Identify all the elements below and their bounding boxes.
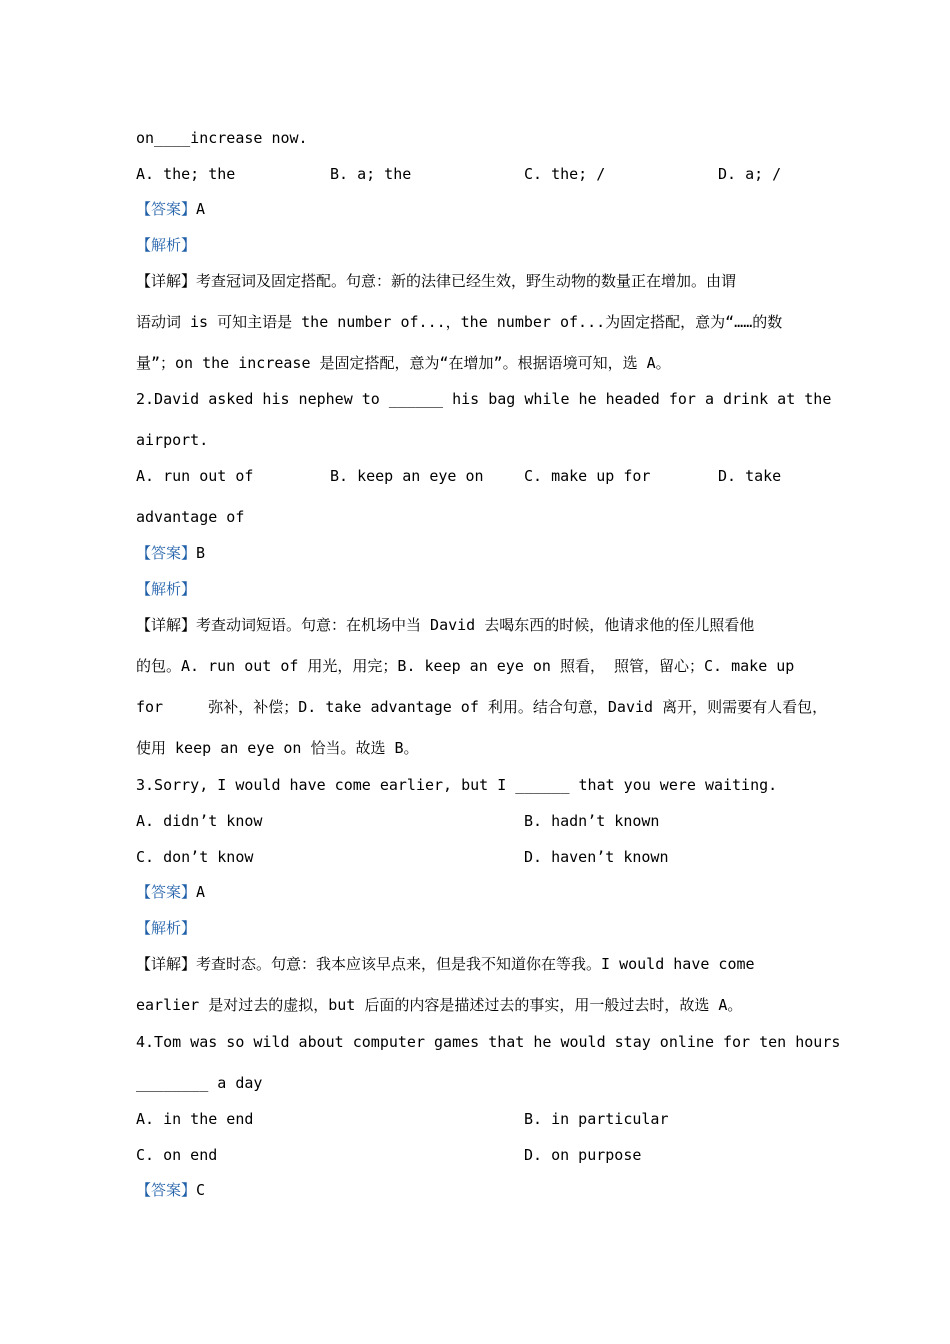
q4-answer-value: C [196,1181,206,1199]
q3-stem: 3.Sorry, I would have come earlier, but I ______ that you were waiting. [136,776,778,794]
q3-option-b: B. hadn’t known [524,812,660,830]
q2-detail-line-2: 的包。A. run out of 用光，用完；B. keep an eye on 照看， 照管，留心；C. make up [136,657,795,675]
detail-tag: 【详解】 [136,955,197,973]
q2-detail-line-3: for 弥补，补偿；D. take advantage of 利用。结合句意，David 离开，则需要有人看包， [136,698,828,716]
q1-analysis-tag: 【解析】 [136,236,197,254]
q2-detail-line-1: 【详解】考查动词短语。句意：在机场中当 David 去喝东西的时候，他请求他的侄儿照看他 [136,616,755,634]
q2-option-b: B. keep an eye on [330,467,484,485]
q4-option-d: D. on purpose [524,1146,642,1164]
q3-option-a: A. didn’t know [136,812,263,830]
q3-option-d: D. haven’t known [524,848,669,866]
q4-option-a: A. in the end [136,1110,254,1128]
detail-tag: 【详解】 [136,616,197,634]
q4-option-c: C. on end [136,1146,218,1164]
q2-option-c: C. make up for [524,467,651,485]
q2-analysis-tag: 【解析】 [136,580,197,598]
q1-option-a: A. the; the [136,165,236,183]
q2-option-d-continued: advantage of [136,508,245,526]
q3-analysis-tag: 【解析】 [136,919,197,937]
q3-answer [136,882,205,902]
answer-tag: 【答案】 [136,200,197,218]
q1-detail-line-2: 语动词 is 可知主语是 the number of...，the number of...为固定搭配，意为“……的数 [136,313,783,331]
q2-answer [136,543,205,563]
q1-answer [136,199,205,219]
q1-detail-line-3: 量”；on the increase 是固定搭配，意为“在增加”。根据语境可知，选 A。 [136,354,671,372]
q2-stem-line-1: 2.David asked his nephew to ______ his bag while he headed for a drink at the [136,390,832,408]
q2-option-d: D. take [718,467,782,485]
q1-detail-line-1: 【详解】考查冠词及固定搭配。句意：新的法律已经生效，野生动物的数量正在增加。由谓 [136,272,737,290]
q3-detail-line-2: earlier 是对过去的虚拟，but 后面的内容是描述过去的事实，用一般过去时，故选 A。 [136,996,743,1014]
q1-stem-tail: on____increase now. [136,129,308,147]
answer-tag: 【答案】 [136,544,197,562]
q4-option-b: B. in particular [524,1110,669,1128]
answer-tag: 【答案】 [136,883,197,901]
q3-option-c: C. don’t know [136,848,254,866]
q3-answer-value: A [196,883,206,901]
q4-stem-line-2: ________ a day [136,1074,263,1092]
q2-detail-line-4: 使用 keep an eye on 恰当。故选 B。 [136,739,419,757]
q1-option-c: C. the; / [524,165,606,183]
q1-option-b: B. a; the [330,165,412,183]
q2-stem-line-2: airport. [136,431,209,449]
q2-answer-value: B [196,544,206,562]
detail-tag: 【详解】 [136,272,197,290]
q1-option-d: D. a; / [718,165,782,183]
answer-tag: 【答案】 [136,1181,197,1199]
q3-detail-line-1: 【详解】考查时态。句意：我本应该早点来，但是我不知道你在等我。I would have come [136,955,755,973]
q4-stem-line-1: 4.Tom was so wild about computer games that he would stay online for ten hours [136,1033,841,1051]
q4-answer [136,1180,205,1200]
q1-answer-value: A [196,200,206,218]
q2-option-a: A. run out of [136,467,254,485]
